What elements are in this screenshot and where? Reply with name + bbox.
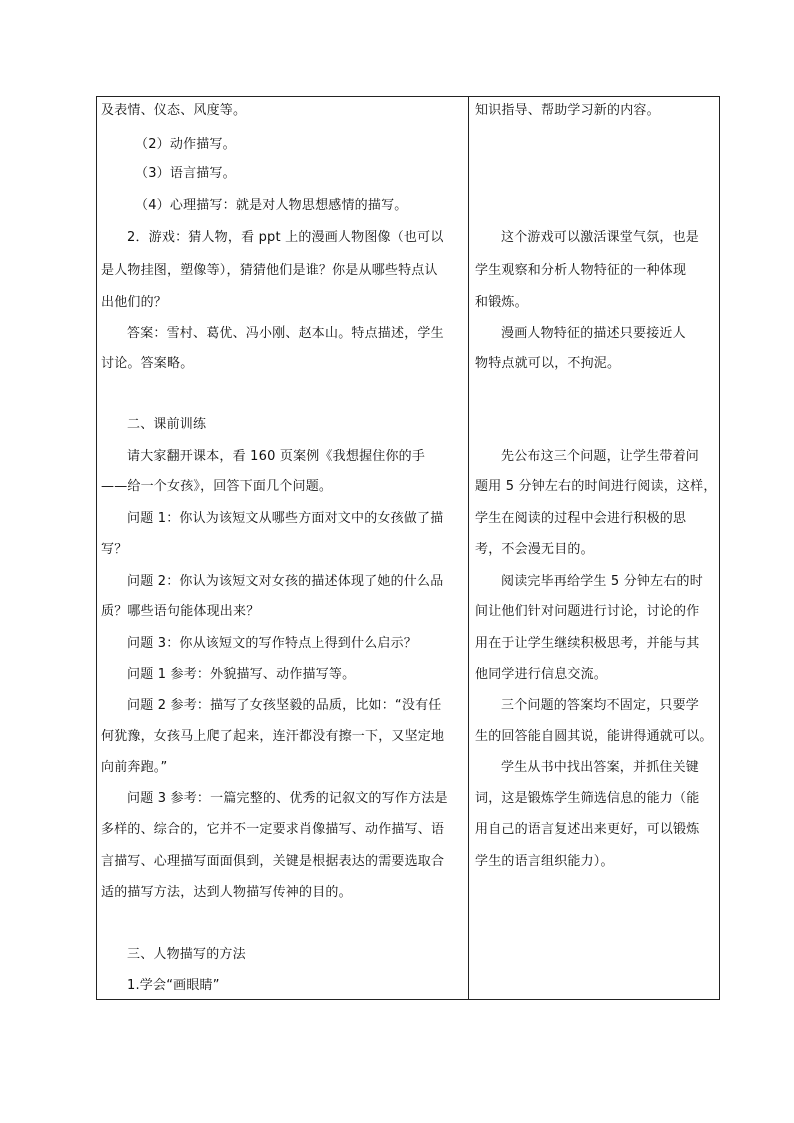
text-line: 和锻炼。	[475, 295, 528, 310]
text-line: 学生在阅读的过程中会进行积极的思	[475, 511, 687, 526]
text-line: 学生的语言组织能力）。	[475, 854, 614, 869]
text-line: 讨论。答案略。	[101, 356, 194, 371]
text-line: 是人物挂图，塑像等），猜猜他们是谁？你是从哪些特点认	[101, 263, 438, 278]
text-line: 问题 2：你认为该短文对女孩的描述体现了她的什么品	[127, 574, 444, 589]
text-line: 物特点就可以，不拘泥。	[475, 356, 621, 371]
text-line: 他同学进行信息交流。	[475, 667, 608, 682]
text-line: 用在于让学生继续积极思考，并能与其	[475, 636, 700, 651]
text-line: 及表情、仪态、风度等。	[101, 103, 247, 118]
text-line: 用自己的语言复述出来更好，可以锻炼	[475, 822, 700, 837]
text-line: 1.学会“画眼睛”	[127, 978, 220, 993]
design-intent-column	[469, 97, 719, 999]
text-line: 写？	[101, 542, 128, 557]
text-line: 问题 3：你从该短文的写作特点上得到什么启示？	[127, 636, 418, 651]
text-line: 知识指导、帮助学习新的内容。	[475, 103, 660, 118]
text-line: 向前奔跑。”	[101, 760, 168, 775]
text-line: 言描写、心理描写面面俱到，关键是根据表达的需要选取合	[101, 854, 445, 869]
text-line: 问题 3 参考：一篇完整的、优秀的记叙文的写作方法是	[127, 791, 448, 806]
text-line: 问题 1 参考：外貌描写、动作描写等。	[127, 667, 356, 682]
text-line: 生的回答能自圆其说，能讲得通就可以。	[475, 729, 713, 744]
text-line: 题用 5 分钟左右的时间进行阅读，这样，	[475, 479, 717, 494]
lesson-plan-table	[96, 96, 720, 1000]
text-line: 三个问题的答案均不固定，只要学	[501, 698, 700, 713]
teaching-content-column	[97, 97, 469, 999]
text-line: 请大家翻开课本，看 160 页案例《我想握住你的手	[127, 449, 426, 464]
text-line: 阅读完毕再给学生 5 分钟左右的时	[501, 574, 703, 589]
text-line: 词，这是锻炼学生筛选信息的能力（能	[475, 791, 700, 806]
text-line: 考，不会漫无目的。	[475, 542, 594, 557]
text-line: 学生从书中找出答案，并抓住关键	[501, 760, 700, 775]
text-line: （4）心理描写：就是对人物思想感情的描写。	[135, 198, 408, 213]
text-line: 质？哪些语句能体现出来？	[101, 604, 260, 619]
text-line: ——给一个女孩》，回答下面几个问题。	[101, 479, 333, 494]
text-line: （2）动作描写。	[135, 137, 236, 152]
text-line: （3）语言描写。	[135, 166, 236, 181]
text-line: 出他们的？	[101, 295, 168, 310]
text-line: 间让他们针对问题进行讨论，讨论的作	[475, 604, 700, 619]
text-line: 何犹豫，女孩马上爬了起来，连汗都没有擦一下，又坚定地	[101, 729, 445, 744]
section-heading: 二、课前训练	[127, 417, 207, 432]
text-line: 多样的、综合的，它并不一定要求肖像描写、动作描写、语	[101, 822, 445, 837]
text-line: 问题 1：你认为该短文从哪些方面对文中的女孩做了描	[127, 511, 444, 526]
text-line: 先公布这三个问题，让学生带着问	[501, 449, 700, 464]
text-line: 答案：雪村、葛优、冯小刚、赵本山。特点描述，学生	[127, 326, 444, 341]
text-line: 漫画人物特征的描述只要接近人	[501, 326, 686, 341]
text-line: 适的描写方法，达到人物描写传神的目的。	[101, 885, 352, 900]
section-heading: 三、人物描写的方法	[127, 947, 246, 962]
text-line: 2．游戏：猜人物，看 ppt 上的漫画人物图像（也可以	[127, 230, 444, 245]
text-line: 问题 2 参考：描写了女孩坚毅的品质，比如：“没有任	[127, 698, 442, 713]
text-line: 学生观察和分析人物特征的一种体现	[475, 263, 687, 278]
text-line: 这个游戏可以激活课堂气氛，也是	[501, 230, 700, 245]
